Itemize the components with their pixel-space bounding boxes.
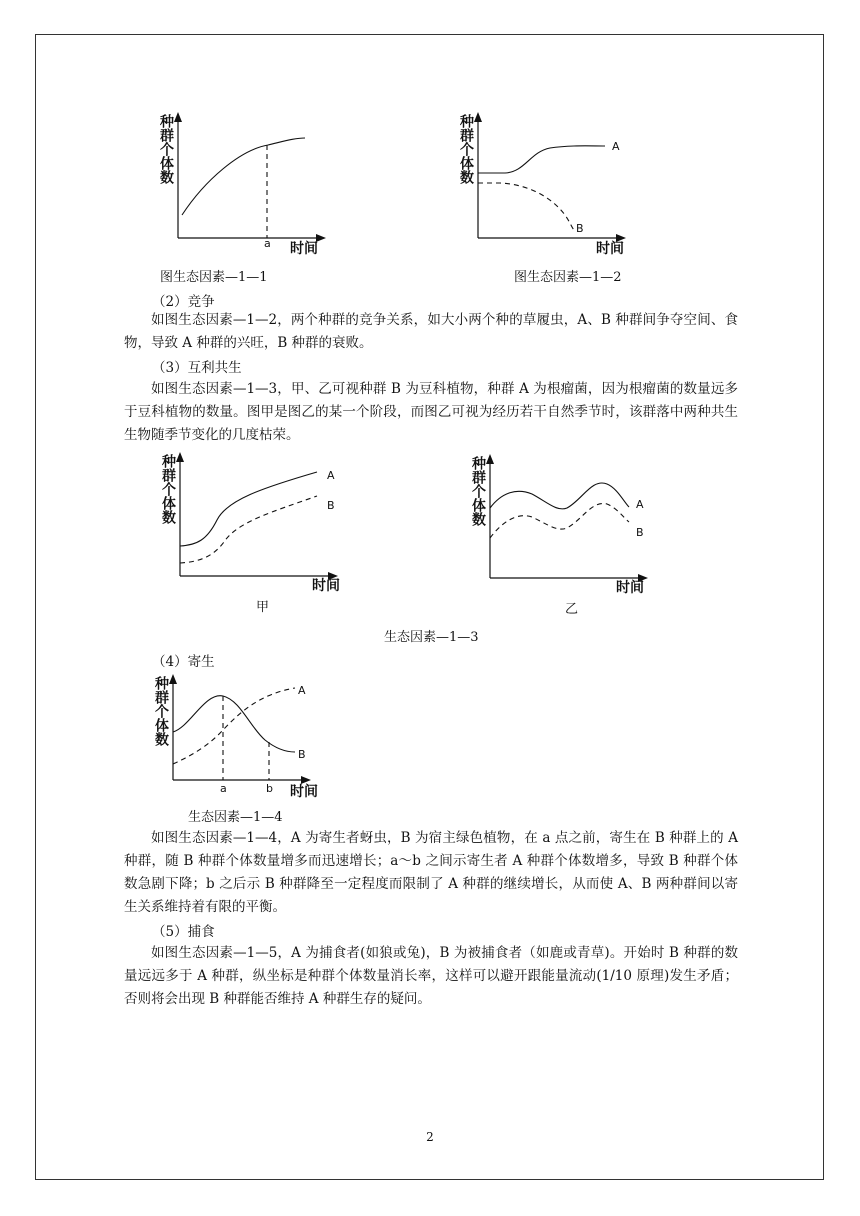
figure-1-2-caption: 图生态因素—1—2 [514,270,622,285]
label-b: B [576,222,584,235]
figure-1-3-jia-caption: 甲 [256,600,270,615]
section-2-text: 如图生态因素—1—2，两个种群的竞争关系，如大小两个种的草履虫，A、B 种群间争夺空间、食物，导致 A 种群的兴旺，B 种群的衰败。 [124,312,738,351]
curve-a [478,146,605,173]
curve-b [478,183,574,230]
label-a: A [298,684,306,697]
tick-b: b [266,782,273,795]
x-axis-label-yi [614,577,654,597]
x-axis-label-jia [310,575,350,595]
label-b: B [636,526,644,539]
figure-1-3-yi-caption: 乙 [565,602,579,617]
page-number: 2 [426,1130,434,1144]
x-axis-label: 时间 [290,241,318,257]
curve-b [173,696,295,752]
section-2-heading: （2）竞争 [152,294,215,310]
x-axis-label: 时间 [290,784,318,800]
section-4-heading: （4）寄生 [152,654,215,670]
label-b: B [298,748,306,761]
section-3-text: 如图生态因素—1—3，甲、乙可视种群 B 为豆科植物，种群 A 为根瘤菌，因为根瘤菌的数量远多于豆科植物的数量。图甲是图乙的某一个阶段，而图乙可视为经历若干自然季节时，该群落中两种共生生物随季节变化的几度枯荣。 [124,381,738,443]
section-3-heading: （3）互利共生 [152,360,242,376]
y-axis-label: 种群个体数 [470,456,486,526]
x-axis-label: 时间 [596,241,624,257]
label-a: A [327,469,335,482]
section-4-text: 如图生态因素—1—4，A 为寄生者蚜虫，B 为宿主绿色植物，在 a 点之前，寄生在 B 种群上的 A 种群，随 B 种群个体数量增多而迅速增长；a～b 之间示寄生者 A 种群个体数增多，导致 B 种群个体数急剧下降；b 之后示 B 种群降至一定程度而限制了 A 种群的继续增长，从而使 A、B 两种群间以寄生关系维持着有限的平衡。 [124,830,738,915]
curve-b [180,496,317,563]
figure-1-1 [150,110,350,260]
svg-text:时间: 时间 [616,580,644,596]
tick-a: a [220,782,227,795]
curve-a [180,472,317,546]
section-5-text: 如图生态因素—1—5，A 为捕食者(如狼或兔)，B 为被捕食者（如鹿或青草)。开始时 B 种群的数量远远多于 A 种群，纵坐标是种群个体数量消长率，这样可以避开跟能量流动(1/10 原理)发生矛盾；否则将会出现 B 种群能否维持 A 种群生存的疑问。 [124,945,738,1007]
figure-1-2 [450,110,650,260]
y-axis-label: 种群个体数 [458,114,474,184]
label-a: A [636,498,644,511]
label-b: B [327,499,335,512]
tick-a: a [264,237,271,250]
figure-1-4-caption: 生态因素—1—4 [188,810,283,825]
figure-1-3-yi [462,452,662,592]
section-5-heading: （5）捕食 [152,924,215,940]
y-axis-label: 种群个体数 [153,676,169,746]
label-a: A [612,140,620,153]
figure-1-1-caption: 图生态因素—1—1 [160,270,268,285]
figure-1-3-caption: 生态因素—1—3 [384,630,479,645]
figure-1-3-jia [152,450,352,590]
y-axis-label: 种群个体数 [158,114,174,184]
y-axis-label: 种群个体数 [160,454,176,524]
svg-text:时间: 时间 [312,578,340,594]
population-curve [182,138,305,215]
figure-1-4 [145,672,325,800]
curve-a [173,688,295,764]
